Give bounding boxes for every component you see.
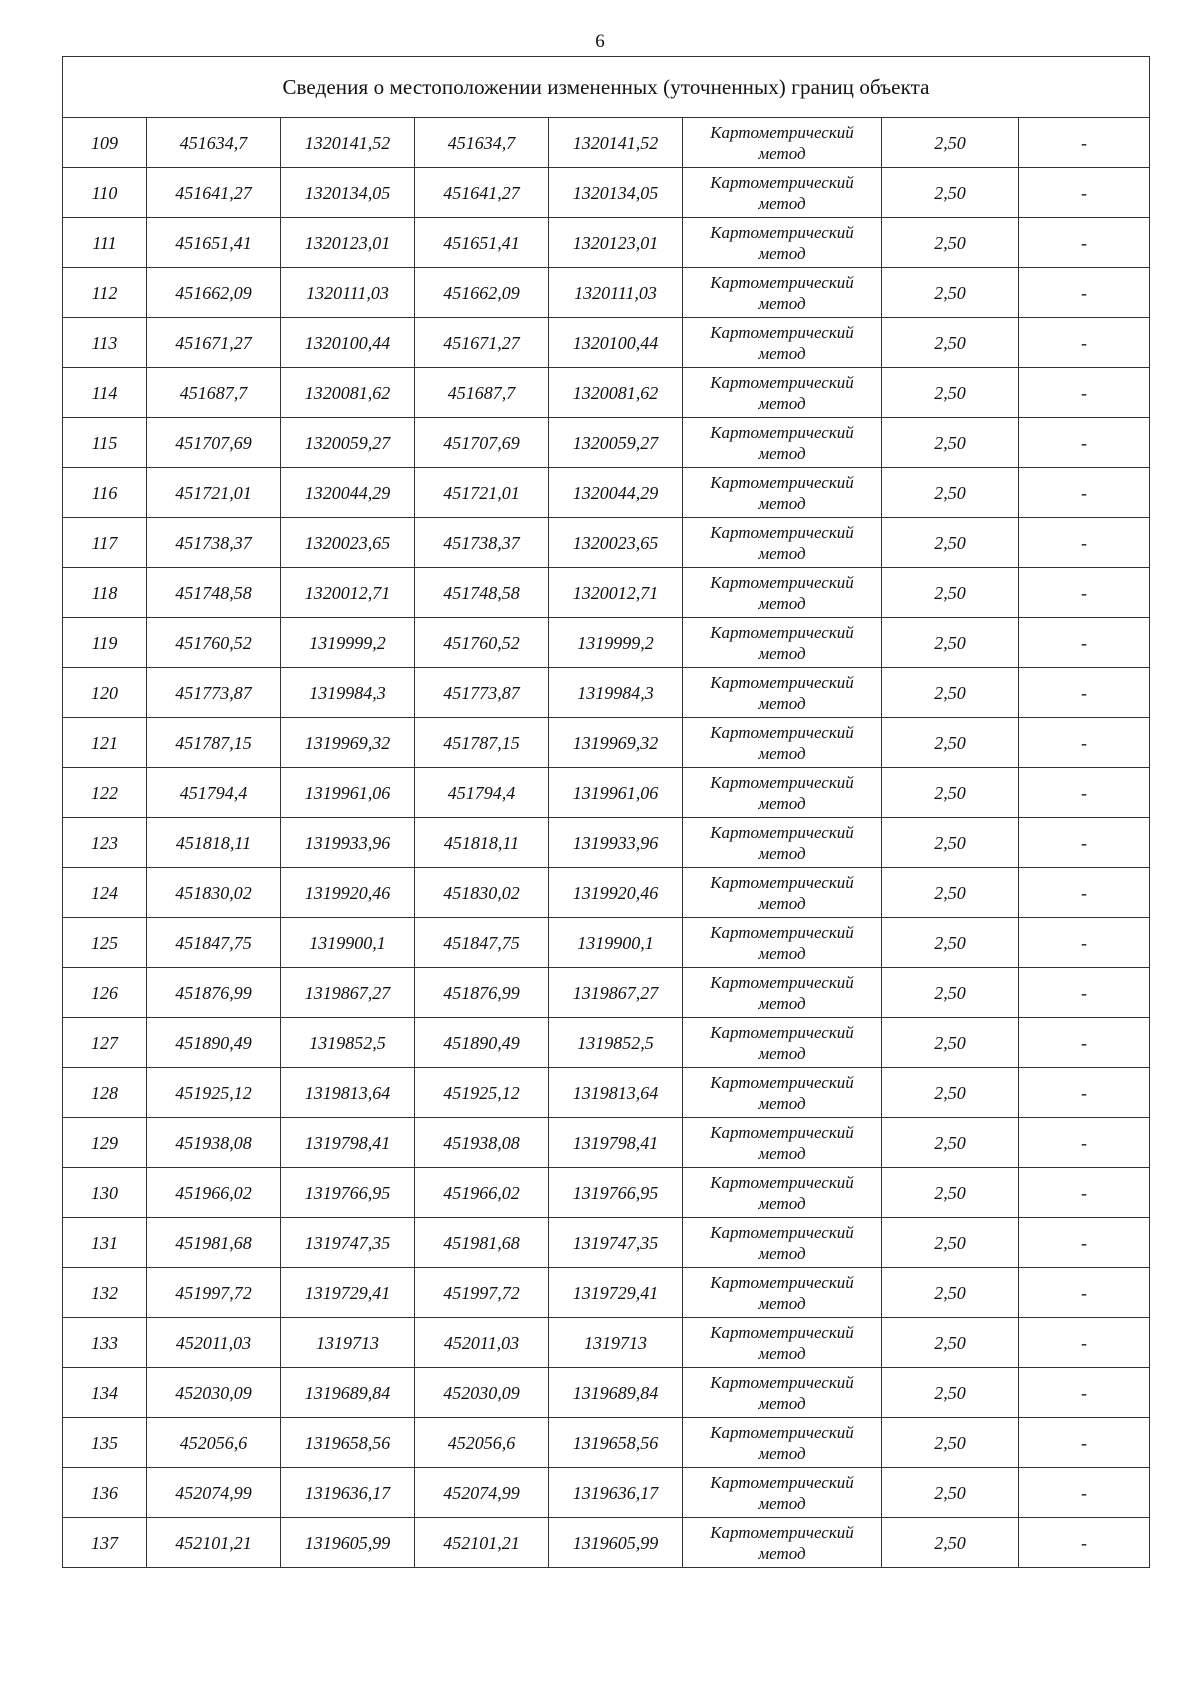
cell-y-existing: 1320123,01	[281, 218, 415, 268]
cell-point-number: 131	[63, 1218, 147, 1268]
cell-point-number: 126	[63, 968, 147, 1018]
table-row	[63, 568, 1150, 618]
cell-accuracy: 2,50	[882, 168, 1019, 218]
cell-method: Картометрический метод	[683, 818, 882, 868]
cell-x-existing: 452074,99	[147, 1468, 281, 1518]
cell-x-existing: 451662,09	[147, 268, 281, 318]
cell-x-new: 451925,12	[415, 1068, 549, 1118]
cell-point-number: 137	[63, 1518, 147, 1568]
cell-y-existing: 1320134,05	[281, 168, 415, 218]
boundary-coordinates-table	[62, 56, 1150, 1568]
cell-accuracy: 2,50	[882, 668, 1019, 718]
cell-y-existing: 1319961,06	[281, 768, 415, 818]
table-row	[63, 968, 1150, 1018]
cell-y-new: 1320044,29	[549, 468, 683, 518]
cell-y-existing: 1319933,96	[281, 818, 415, 868]
cell-method: Картометрический метод	[683, 268, 882, 318]
cell-y-new: 1319999,2	[549, 618, 683, 668]
cell-x-new: 451634,7	[415, 118, 549, 168]
cell-description: -	[1019, 1168, 1150, 1218]
cell-x-existing: 451890,49	[147, 1018, 281, 1068]
cell-y-new: 1319961,06	[549, 768, 683, 818]
table-title-row	[63, 57, 1150, 118]
cell-x-existing: 451738,37	[147, 518, 281, 568]
cell-y-new: 1319900,1	[549, 918, 683, 968]
cell-method: Картометрический метод	[683, 1268, 882, 1318]
cell-description: -	[1019, 368, 1150, 418]
cell-description: -	[1019, 218, 1150, 268]
cell-y-existing: 1319813,64	[281, 1068, 415, 1118]
cell-y-new: 1319867,27	[549, 968, 683, 1018]
cell-description: -	[1019, 1518, 1150, 1568]
cell-description: -	[1019, 718, 1150, 768]
cell-x-new: 451876,99	[415, 968, 549, 1018]
cell-x-new: 451748,58	[415, 568, 549, 618]
cell-x-existing: 452011,03	[147, 1318, 281, 1368]
cell-point-number: 117	[63, 518, 147, 568]
table-row	[63, 1468, 1150, 1518]
cell-y-existing: 1319852,5	[281, 1018, 415, 1068]
cell-x-new: 451981,68	[415, 1218, 549, 1268]
cell-method: Картометрический метод	[683, 318, 882, 368]
boundary-table-container	[62, 56, 1149, 1568]
cell-y-new: 1319920,46	[549, 868, 683, 918]
cell-y-new: 1320141,52	[549, 118, 683, 168]
table-row	[63, 1368, 1150, 1418]
cell-accuracy: 2,50	[882, 918, 1019, 968]
cell-point-number: 134	[63, 1368, 147, 1418]
cell-x-new: 452030,09	[415, 1368, 549, 1418]
cell-y-new: 1319747,35	[549, 1218, 683, 1268]
cell-y-existing: 1319658,56	[281, 1418, 415, 1468]
cell-x-new: 451687,7	[415, 368, 549, 418]
cell-x-new: 451651,41	[415, 218, 549, 268]
cell-y-existing: 1319747,35	[281, 1218, 415, 1268]
cell-method: Картометрический метод	[683, 1218, 882, 1268]
cell-point-number: 118	[63, 568, 147, 618]
cell-point-number: 121	[63, 718, 147, 768]
cell-description: -	[1019, 1068, 1150, 1118]
cell-method: Картометрический метод	[683, 518, 882, 568]
cell-x-new: 451938,08	[415, 1118, 549, 1168]
cell-description: -	[1019, 1218, 1150, 1268]
cell-accuracy: 2,50	[882, 718, 1019, 768]
cell-description: -	[1019, 418, 1150, 468]
cell-accuracy: 2,50	[882, 368, 1019, 418]
cell-x-existing: 451818,11	[147, 818, 281, 868]
cell-x-new: 451847,75	[415, 918, 549, 968]
cell-accuracy: 2,50	[882, 118, 1019, 168]
cell-point-number: 122	[63, 768, 147, 818]
cell-y-new: 1319798,41	[549, 1118, 683, 1168]
cell-description: -	[1019, 1468, 1150, 1518]
table-row	[63, 1318, 1150, 1368]
cell-x-existing: 451981,68	[147, 1218, 281, 1268]
cell-y-existing: 1319999,2	[281, 618, 415, 668]
cell-x-new: 451671,27	[415, 318, 549, 368]
table-row	[63, 318, 1150, 368]
cell-x-existing: 451641,27	[147, 168, 281, 218]
cell-description: -	[1019, 618, 1150, 668]
cell-y-existing: 1319713	[281, 1318, 415, 1368]
cell-y-new: 1320134,05	[549, 168, 683, 218]
cell-point-number: 116	[63, 468, 147, 518]
cell-accuracy: 2,50	[882, 818, 1019, 868]
cell-accuracy: 2,50	[882, 1318, 1019, 1368]
cell-description: -	[1019, 1118, 1150, 1168]
table-row	[63, 1268, 1150, 1318]
cell-method: Картометрический метод	[683, 868, 882, 918]
table-row	[63, 668, 1150, 718]
cell-description: -	[1019, 918, 1150, 968]
cell-method: Картометрический метод	[683, 418, 882, 468]
cell-accuracy: 2,50	[882, 1518, 1019, 1568]
cell-accuracy: 2,50	[882, 568, 1019, 618]
cell-x-existing: 451966,02	[147, 1168, 281, 1218]
cell-y-new: 1319852,5	[549, 1018, 683, 1068]
cell-x-existing: 451651,41	[147, 218, 281, 268]
cell-point-number: 128	[63, 1068, 147, 1118]
cell-x-new: 451760,52	[415, 618, 549, 668]
cell-point-number: 111	[63, 218, 147, 268]
cell-point-number: 127	[63, 1018, 147, 1068]
cell-description: -	[1019, 768, 1150, 818]
cell-description: -	[1019, 568, 1150, 618]
cell-y-existing: 1319605,99	[281, 1518, 415, 1568]
cell-point-number: 115	[63, 418, 147, 468]
cell-y-new: 1319984,3	[549, 668, 683, 718]
cell-point-number: 112	[63, 268, 147, 318]
cell-point-number: 136	[63, 1468, 147, 1518]
cell-y-existing: 1320141,52	[281, 118, 415, 168]
cell-y-existing: 1320059,27	[281, 418, 415, 468]
cell-description: -	[1019, 818, 1150, 868]
cell-y-existing: 1319766,95	[281, 1168, 415, 1218]
cell-y-existing: 1319920,46	[281, 868, 415, 918]
cell-accuracy: 2,50	[882, 1068, 1019, 1118]
table-row	[63, 768, 1150, 818]
cell-method: Картометрический метод	[683, 168, 882, 218]
cell-description: -	[1019, 268, 1150, 318]
cell-method: Картометрический метод	[683, 1068, 882, 1118]
cell-x-existing: 451925,12	[147, 1068, 281, 1118]
cell-description: -	[1019, 168, 1150, 218]
cell-y-existing: 1319689,84	[281, 1368, 415, 1418]
cell-y-new: 1320100,44	[549, 318, 683, 368]
cell-method: Картометрический метод	[683, 1018, 882, 1068]
cell-x-new: 451966,02	[415, 1168, 549, 1218]
cell-x-existing: 451787,15	[147, 718, 281, 768]
cell-method: Картометрический метод	[683, 1318, 882, 1368]
cell-x-existing: 452101,21	[147, 1518, 281, 1568]
cell-y-new: 1320012,71	[549, 568, 683, 618]
cell-x-new: 451773,87	[415, 668, 549, 718]
cell-x-new: 451707,69	[415, 418, 549, 468]
cell-x-new: 451787,15	[415, 718, 549, 768]
cell-description: -	[1019, 1368, 1150, 1418]
cell-method: Картометрический метод	[683, 1168, 882, 1218]
cell-y-new: 1320059,27	[549, 418, 683, 468]
table-row	[63, 1168, 1150, 1218]
cell-y-new: 1319689,84	[549, 1368, 683, 1418]
cell-method: Картометрический метод	[683, 568, 882, 618]
cell-y-existing: 1319900,1	[281, 918, 415, 968]
cell-y-new: 1320023,65	[549, 518, 683, 568]
cell-y-existing: 1319867,27	[281, 968, 415, 1018]
table-row	[63, 1118, 1150, 1168]
table-row	[63, 818, 1150, 868]
cell-x-new: 451890,49	[415, 1018, 549, 1068]
cell-y-new: 1319969,32	[549, 718, 683, 768]
cell-x-existing: 452056,6	[147, 1418, 281, 1468]
table-row	[63, 618, 1150, 668]
cell-y-new: 1319766,95	[549, 1168, 683, 1218]
cell-description: -	[1019, 968, 1150, 1018]
table-row	[63, 518, 1150, 568]
cell-method: Картометрический метод	[683, 1118, 882, 1168]
cell-accuracy: 2,50	[882, 1468, 1019, 1518]
cell-accuracy: 2,50	[882, 518, 1019, 568]
cell-x-new: 452056,6	[415, 1418, 549, 1468]
cell-y-existing: 1319636,17	[281, 1468, 415, 1518]
cell-accuracy: 2,50	[882, 318, 1019, 368]
cell-x-existing: 451721,01	[147, 468, 281, 518]
cell-accuracy: 2,50	[882, 768, 1019, 818]
cell-x-existing: 451748,58	[147, 568, 281, 618]
cell-method: Картометрический метод	[683, 1418, 882, 1468]
cell-description: -	[1019, 668, 1150, 718]
cell-y-existing: 1320023,65	[281, 518, 415, 568]
cell-y-new: 1320123,01	[549, 218, 683, 268]
cell-y-new: 1319729,41	[549, 1268, 683, 1318]
table-row	[63, 868, 1150, 918]
cell-x-existing: 451773,87	[147, 668, 281, 718]
cell-x-existing: 451760,52	[147, 618, 281, 668]
cell-x-new: 451997,72	[415, 1268, 549, 1318]
cell-x-new: 451721,01	[415, 468, 549, 518]
table-row	[63, 918, 1150, 968]
cell-point-number: 129	[63, 1118, 147, 1168]
cell-method: Картометрический метод	[683, 618, 882, 668]
cell-x-existing: 451634,7	[147, 118, 281, 168]
cell-point-number: 135	[63, 1418, 147, 1468]
cell-y-new: 1319933,96	[549, 818, 683, 868]
cell-method: Картометрический метод	[683, 918, 882, 968]
cell-method: Картометрический метод	[683, 1518, 882, 1568]
cell-description: -	[1019, 118, 1150, 168]
cell-y-new: 1319713	[549, 1318, 683, 1368]
cell-method: Картометрический метод	[683, 1368, 882, 1418]
cell-accuracy: 2,50	[882, 1418, 1019, 1468]
cell-description: -	[1019, 1418, 1150, 1468]
cell-accuracy: 2,50	[882, 418, 1019, 468]
cell-accuracy: 2,50	[882, 1268, 1019, 1318]
cell-y-new: 1319813,64	[549, 1068, 683, 1118]
table-row	[63, 268, 1150, 318]
table-row	[63, 418, 1150, 468]
cell-point-number: 125	[63, 918, 147, 968]
table-title: Сведения о местоположении измененных (уточненных) границ объекта	[63, 57, 1150, 118]
cell-accuracy: 2,50	[882, 468, 1019, 518]
cell-method: Картометрический метод	[683, 718, 882, 768]
cell-point-number: 133	[63, 1318, 147, 1368]
cell-accuracy: 2,50	[882, 618, 1019, 668]
cell-point-number: 113	[63, 318, 147, 368]
table-row	[63, 1018, 1150, 1068]
table-row	[63, 718, 1150, 768]
cell-x-existing: 451707,69	[147, 418, 281, 468]
cell-accuracy: 2,50	[882, 1168, 1019, 1218]
cell-description: -	[1019, 318, 1150, 368]
cell-accuracy: 2,50	[882, 968, 1019, 1018]
table-row	[63, 468, 1150, 518]
cell-description: -	[1019, 468, 1150, 518]
cell-x-new: 452101,21	[415, 1518, 549, 1568]
cell-point-number: 123	[63, 818, 147, 868]
cell-x-existing: 451938,08	[147, 1118, 281, 1168]
cell-y-existing: 1319984,3	[281, 668, 415, 718]
table-row	[63, 1068, 1150, 1118]
cell-x-existing: 452030,09	[147, 1368, 281, 1418]
cell-y-existing: 1320044,29	[281, 468, 415, 518]
cell-accuracy: 2,50	[882, 1218, 1019, 1268]
cell-point-number: 124	[63, 868, 147, 918]
table-row	[63, 218, 1150, 268]
cell-accuracy: 2,50	[882, 1368, 1019, 1418]
cell-y-new: 1319658,56	[549, 1418, 683, 1468]
cell-y-existing: 1320100,44	[281, 318, 415, 368]
cell-x-existing: 451687,7	[147, 368, 281, 418]
cell-method: Картометрический метод	[683, 668, 882, 718]
cell-method: Картометрический метод	[683, 118, 882, 168]
cell-point-number: 120	[63, 668, 147, 718]
cell-y-existing: 1320111,03	[281, 268, 415, 318]
cell-accuracy: 2,50	[882, 218, 1019, 268]
cell-y-existing: 1320081,62	[281, 368, 415, 418]
cell-y-new: 1320111,03	[549, 268, 683, 318]
cell-x-new: 451662,09	[415, 268, 549, 318]
cell-method: Картометрический метод	[683, 968, 882, 1018]
table-row	[63, 1218, 1150, 1268]
cell-x-new: 451818,11	[415, 818, 549, 868]
cell-description: -	[1019, 868, 1150, 918]
cell-point-number: 114	[63, 368, 147, 418]
cell-point-number: 119	[63, 618, 147, 668]
cell-accuracy: 2,50	[882, 1018, 1019, 1068]
cell-method: Картометрический метод	[683, 1468, 882, 1518]
cell-point-number: 130	[63, 1168, 147, 1218]
cell-description: -	[1019, 1268, 1150, 1318]
cell-y-new: 1319605,99	[549, 1518, 683, 1568]
cell-point-number: 132	[63, 1268, 147, 1318]
cell-accuracy: 2,50	[882, 1118, 1019, 1168]
cell-y-existing: 1320012,71	[281, 568, 415, 618]
cell-x-new: 451641,27	[415, 168, 549, 218]
cell-accuracy: 2,50	[882, 268, 1019, 318]
cell-x-new: 452074,99	[415, 1468, 549, 1518]
cell-x-existing: 451876,99	[147, 968, 281, 1018]
table-row	[63, 1518, 1150, 1568]
cell-accuracy: 2,50	[882, 868, 1019, 918]
cell-y-new: 1320081,62	[549, 368, 683, 418]
cell-y-existing: 1319729,41	[281, 1268, 415, 1318]
table-row	[63, 118, 1150, 168]
cell-x-new: 451738,37	[415, 518, 549, 568]
cell-method: Картометрический метод	[683, 218, 882, 268]
cell-description: -	[1019, 518, 1150, 568]
cell-x-existing: 451794,4	[147, 768, 281, 818]
cell-description: -	[1019, 1318, 1150, 1368]
cell-y-existing: 1319969,32	[281, 718, 415, 768]
cell-x-new: 451794,4	[415, 768, 549, 818]
cell-point-number: 110	[63, 168, 147, 218]
cell-x-existing: 451997,72	[147, 1268, 281, 1318]
page-number: 6	[595, 31, 605, 52]
cell-x-existing: 451671,27	[147, 318, 281, 368]
cell-method: Картометрический метод	[683, 368, 882, 418]
cell-y-existing: 1319798,41	[281, 1118, 415, 1168]
cell-x-existing: 451847,75	[147, 918, 281, 968]
cell-x-new: 451830,02	[415, 868, 549, 918]
cell-method: Картометрический метод	[683, 468, 882, 518]
table-body	[63, 57, 1150, 1568]
cell-x-existing: 451830,02	[147, 868, 281, 918]
table-row	[63, 368, 1150, 418]
cell-point-number: 109	[63, 118, 147, 168]
cell-y-new: 1319636,17	[549, 1468, 683, 1518]
cell-method: Картометрический метод	[683, 768, 882, 818]
cell-x-new: 452011,03	[415, 1318, 549, 1368]
cell-description: -	[1019, 1018, 1150, 1068]
table-row	[63, 1418, 1150, 1468]
table-row	[63, 168, 1150, 218]
